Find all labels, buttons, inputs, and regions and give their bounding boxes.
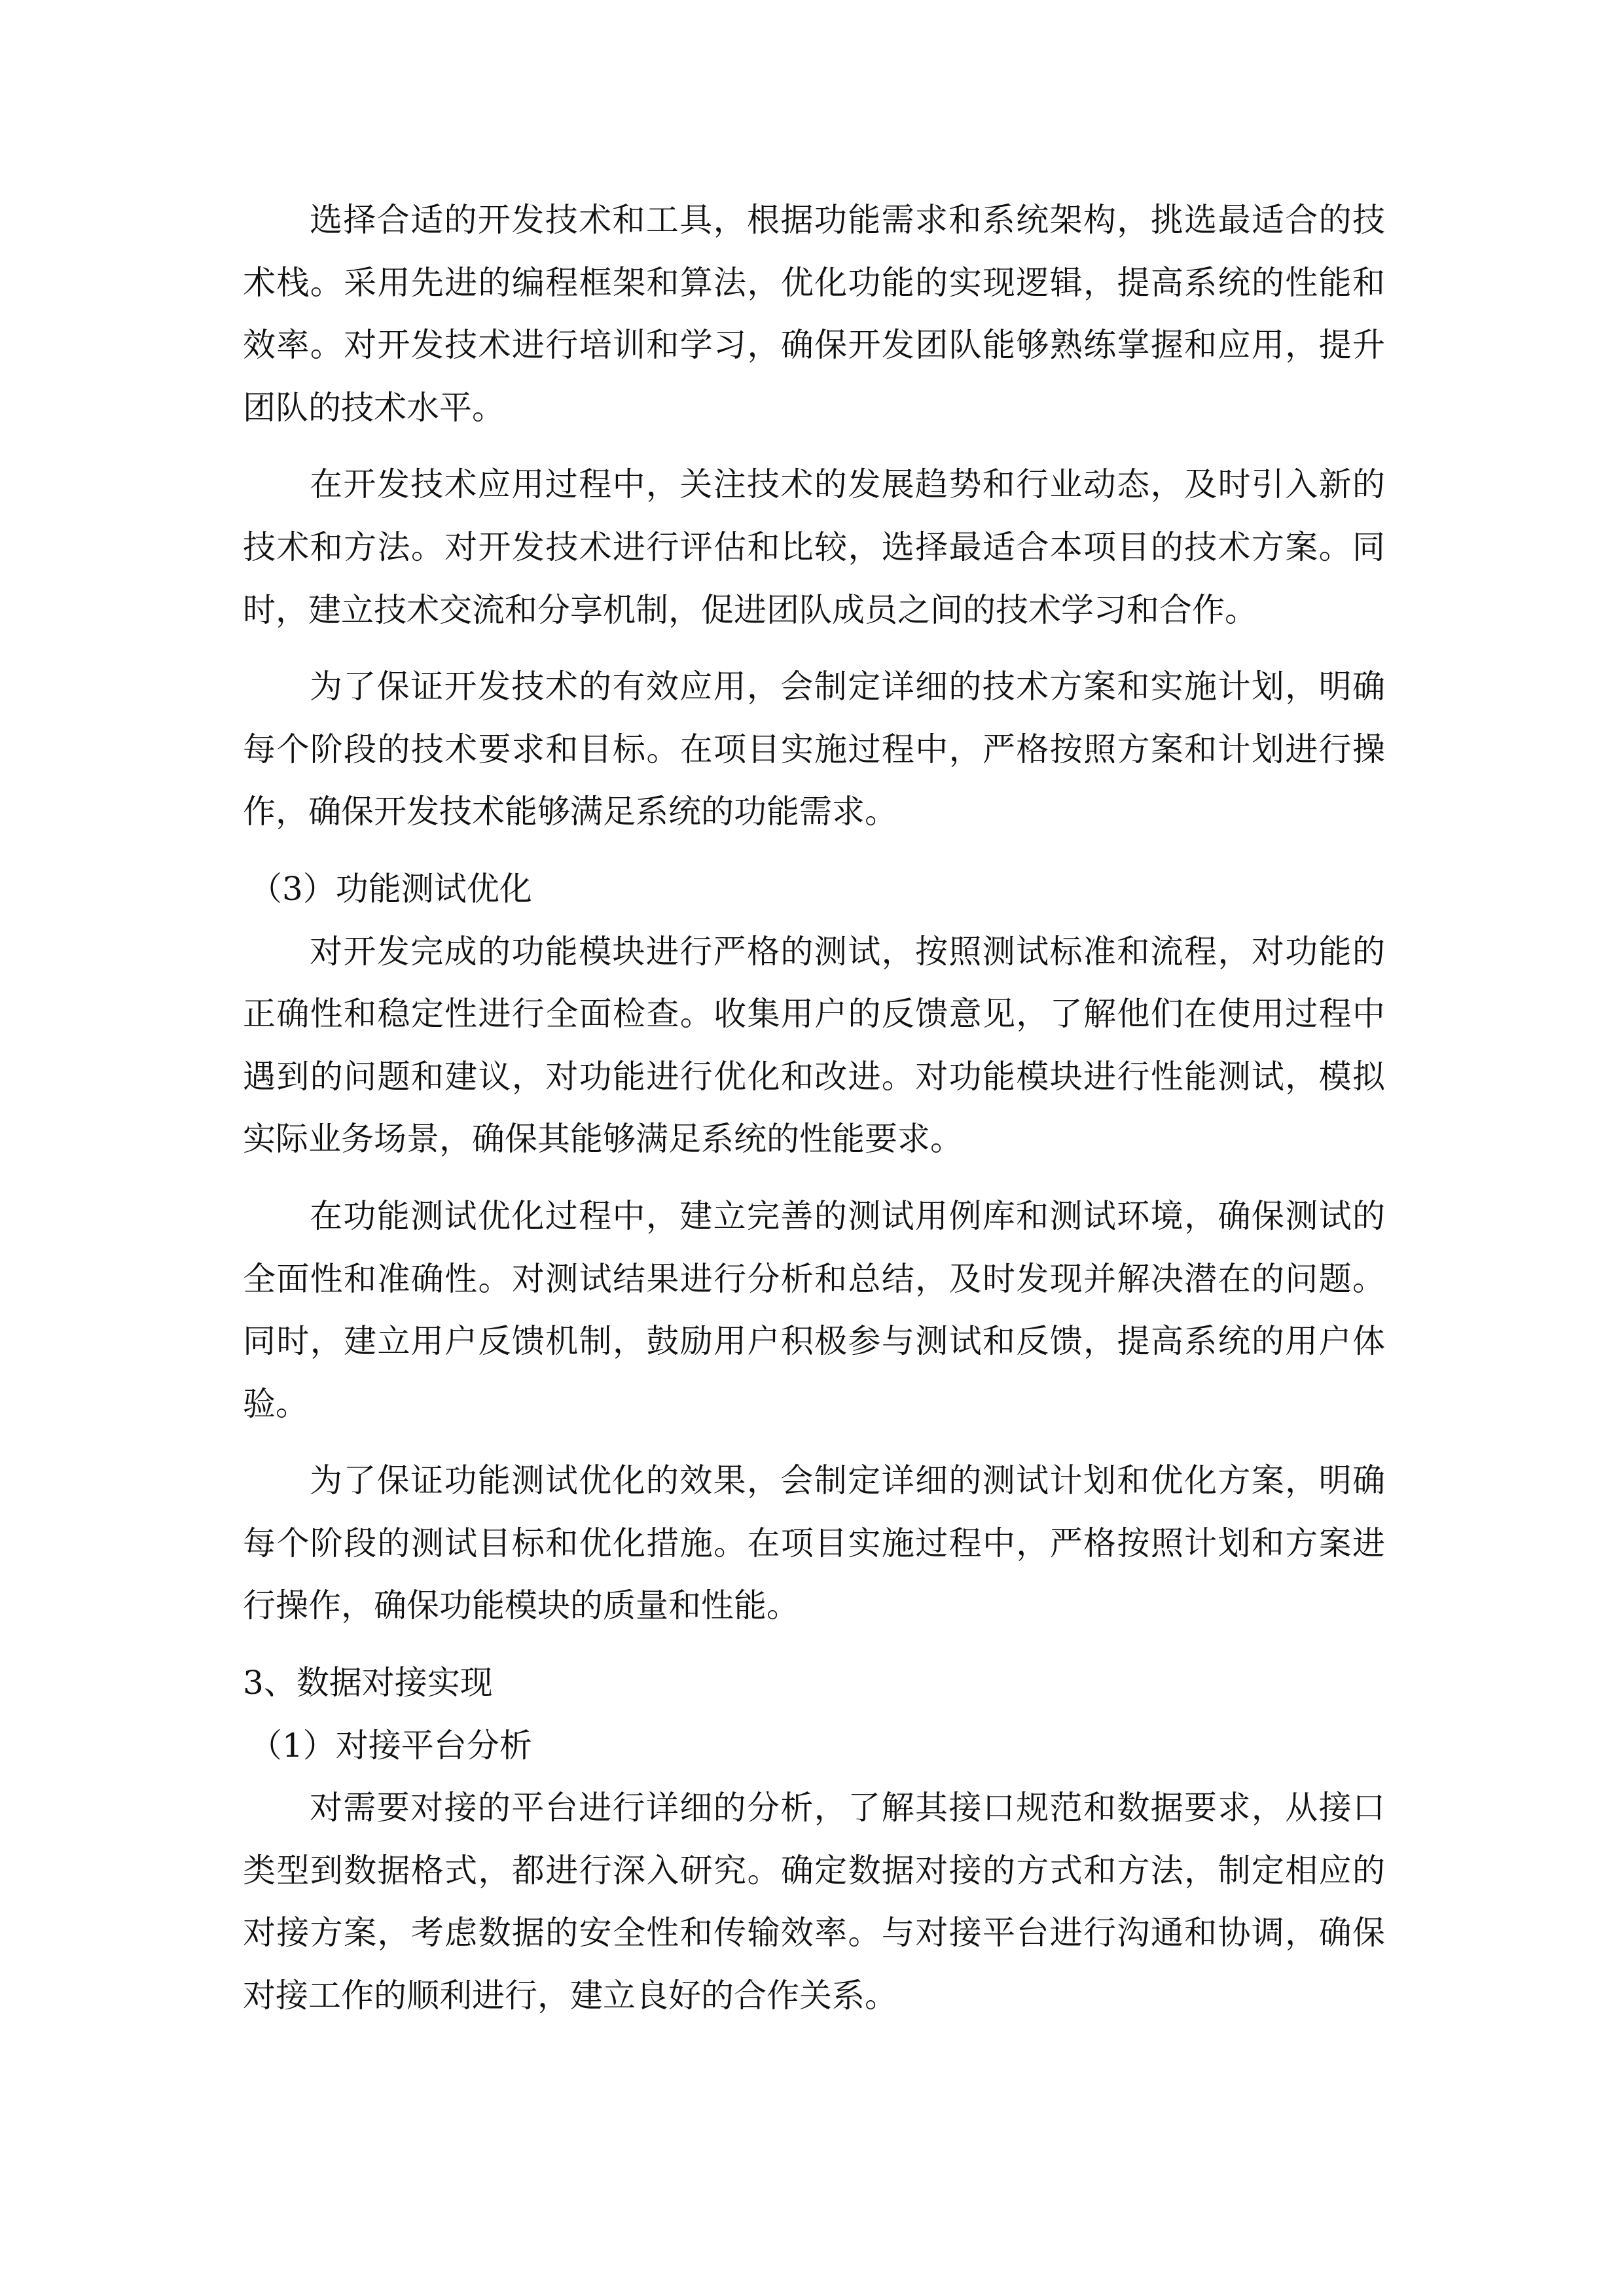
text-line: 技术和方法。对开发技术进行评估和比较，选择最适合本项目的技术方案。同	[243, 528, 1385, 566]
paragraph	[243, 1777, 1385, 2027]
text-line: 选择合适的开发技术和工具，根据功能需求和系统架构，挑选最适合的技	[310, 201, 1385, 239]
text-line: 实际业务场景，确保其能够满足系统的性能要求。	[243, 1120, 963, 1158]
text-line: 为了保证开发技术的有效应用，会制定详细的技术方案和实施计划，明确	[310, 668, 1385, 706]
text-line: 作，确保开发技术能够满足系统的功能需求。	[243, 793, 897, 831]
text-line: 行操作，确保功能模块的质量和性能。	[243, 1587, 799, 1625]
text-line: 正确性和稳定性进行全面检查。收集用户的反馈意见，了解他们在使用过程中	[243, 995, 1385, 1033]
text-line: 时，建立技术交流和分享机制，促进团队成员之间的技术学习和合作。	[243, 590, 1257, 629]
text-line: 对接工作的顺利进行，建立良好的合作关系。	[243, 1977, 897, 2015]
subsection-heading: （3）功能测试优化	[249, 869, 532, 908]
subsection-heading: （1）对接平台分析	[249, 1726, 532, 1765]
text-line: 效率。对开发技术进行培训和学习，确保开发团队能够熟练掌握和应用，提升	[243, 326, 1385, 365]
paragraph	[243, 1450, 1385, 1638]
text-line: 对接方案，考虑数据的安全性和传输效率。与对接平台进行沟通和协调，确保	[243, 1914, 1385, 1952]
text-line: 每个阶段的测试目标和优化措施。在项目实施过程中，严格按照计划和方案进	[243, 1524, 1385, 1562]
text-line: 全面性和准确性。对测试结果进行分析和总结，及时发现并解决潜在的问题。	[243, 1259, 1385, 1298]
paragraph	[243, 1185, 1385, 1435]
text-line: 团队的技术水平。	[243, 388, 505, 427]
paragraph	[243, 189, 1385, 439]
text-line: 对开发完成的功能模块进行严格的测试，按照测试标准和流程，对功能的	[310, 932, 1385, 971]
text-line: 验。	[243, 1384, 308, 1423]
paragraph	[243, 921, 1385, 1171]
text-line: 在开发技术应用过程中，关注技术的发展趋势和行业动态，及时引入新的	[310, 465, 1385, 504]
paragraph	[243, 656, 1385, 844]
text-line: 术栈。采用先进的编程框架和算法，优化功能的实现逻辑，提高系统的性能和	[243, 263, 1385, 302]
text-line: 同时，建立用户反馈机制，鼓励用户积极参与测试和反馈，提高系统的用户体	[243, 1322, 1385, 1361]
text-line: 在功能测试优化过程中，建立完善的测试用例库和测试环境，确保测试的	[310, 1196, 1385, 1235]
text-line: 为了保证功能测试优化的效果，会制定详细的测试计划和优化方案，明确	[310, 1462, 1385, 1500]
text-line: 对需要对接的平台进行详细的分析，了解其接口规范和数据要求，从接口	[310, 1789, 1385, 1827]
text-line: 每个阶段的技术要求和目标。在项目实施过程中，严格按照方案和计划进行操	[243, 730, 1385, 768]
text-line: 类型到数据格式，都进行深入研究。确定数据对接的方式和方法，制定相应的	[243, 1851, 1385, 1890]
text-line: 遇到的问题和建议，对功能进行优化和改进。对功能模块进行性能测试，模拟	[243, 1057, 1385, 1096]
paragraph	[243, 454, 1385, 641]
document-page	[243, 189, 1385, 2028]
section-heading: 3、数据对接实现	[243, 1664, 493, 1702]
